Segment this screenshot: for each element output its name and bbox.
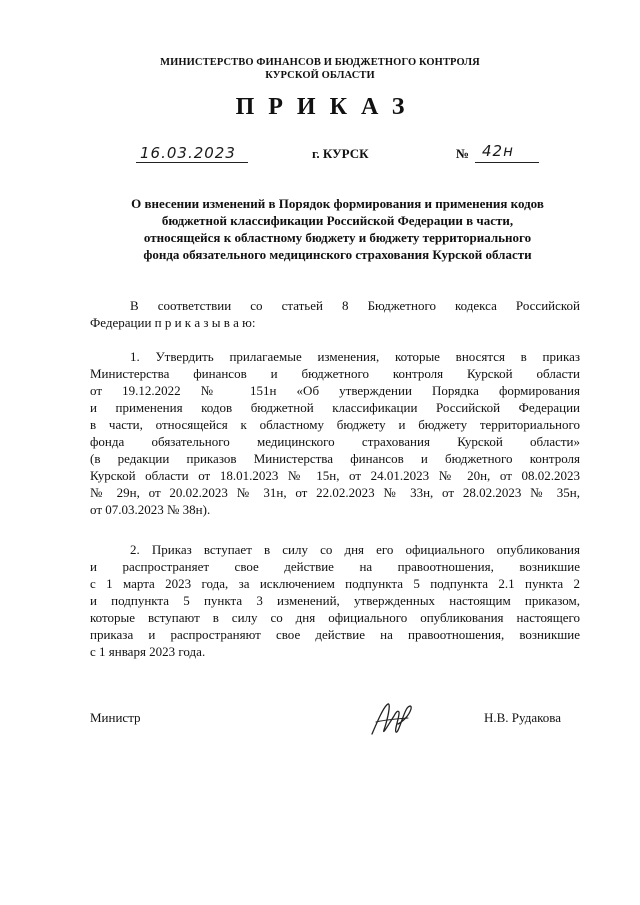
subject-line: фонда обязательного медицинского страхования Курской области: [143, 247, 532, 262]
ministry-line-2: КУРСКОЙ ОБЛАСТИ: [265, 69, 375, 81]
text-line: которые вступают в силу со дня официального опубликования настоящего: [90, 610, 580, 625]
ministry-line-1: МИНИСТЕРСТВО ФИНАНСОВ И БЮДЖЕТНОГО КОНТРОЛЯ: [160, 57, 480, 68]
text-line: 1. Утвердить прилагаемые изменения, которые вносятся в приказ: [130, 349, 580, 364]
order-city: г. КУРСК: [312, 146, 369, 161]
text-line: Курской области от 18.01.2023 № 15н, от 24.01.2023 № 20н, от 08.02.2023: [90, 468, 580, 483]
intro-paragraph: [90, 297, 580, 331]
order-subject: [85, 195, 590, 263]
subject-line: О внесении изменений в Порядок формирования и применения кодов: [131, 196, 544, 211]
text-line: № 29н, от 20.02.2023 № 31н, от 22.02.2023 № 33н, от 28.02.2023 № 35н,: [90, 485, 580, 500]
text-line: В соответствии со статьей 8 Бюджетного кодекса Российской: [130, 298, 580, 313]
order-date: 16.03.2023: [140, 144, 236, 162]
text-line: приказа и распространяют свое действие на правоотношения, возникшие: [90, 627, 580, 642]
text-line: с 1 марта 2023 года, за исключением подпункта 5 подпункта 2.1 пункта 2: [90, 576, 580, 591]
date-number-line: [0, 142, 640, 166]
text-line: с 1 января 2023 года.: [90, 644, 206, 659]
ministry-header: [0, 57, 640, 82]
text-line: и подпункта 5 пункта 3 изменений, утвержденных настоящим приказом,: [90, 593, 580, 608]
number-underline: [475, 162, 539, 163]
text-line: и применения кодов бюджетной классификации Российской Федерации: [90, 400, 580, 415]
text-line: в части, относящейся к областному бюджету и бюджету территориального: [90, 417, 580, 432]
text-line: от 07.03.2023 № 38н).: [90, 502, 211, 517]
item-1-paragraph: [90, 348, 580, 518]
date-underline: [136, 162, 248, 163]
text-line: от 19.12.2022 № 151н «Об утверждении Порядка формирования: [90, 383, 580, 398]
order-number: 42н: [482, 142, 514, 160]
order-number-label: №: [456, 146, 470, 161]
subject-line: бюджетной классификации Российской Федерации в части,: [161, 213, 514, 228]
text-line: фонда обязательного медицинского страхования Курской области»: [90, 434, 580, 449]
handwritten-signature: [368, 700, 414, 740]
document-type-title: ПРИКАЗ: [235, 94, 419, 120]
text-line: Министерства финансов и бюджетного контроля Курской области: [90, 366, 580, 381]
item-2-paragraph: [90, 541, 580, 660]
signatory-title: Министр: [90, 710, 141, 725]
subject-line: относящейся к областному бюджету и бюджету территориального: [143, 230, 532, 245]
text-line: 2. Приказ вступает в силу со дня его официального опубликования: [130, 542, 580, 557]
signatory-name: Н.В. Рудакова: [484, 710, 561, 725]
text-line: (в редакции приказов Министерства финансов и бюджетного контроля: [90, 451, 580, 466]
text-line: и распространяет свое действие на правоотношения, возникшие: [90, 559, 580, 574]
text-line: Федерации п р и к а з ы в а ю:: [90, 315, 256, 330]
